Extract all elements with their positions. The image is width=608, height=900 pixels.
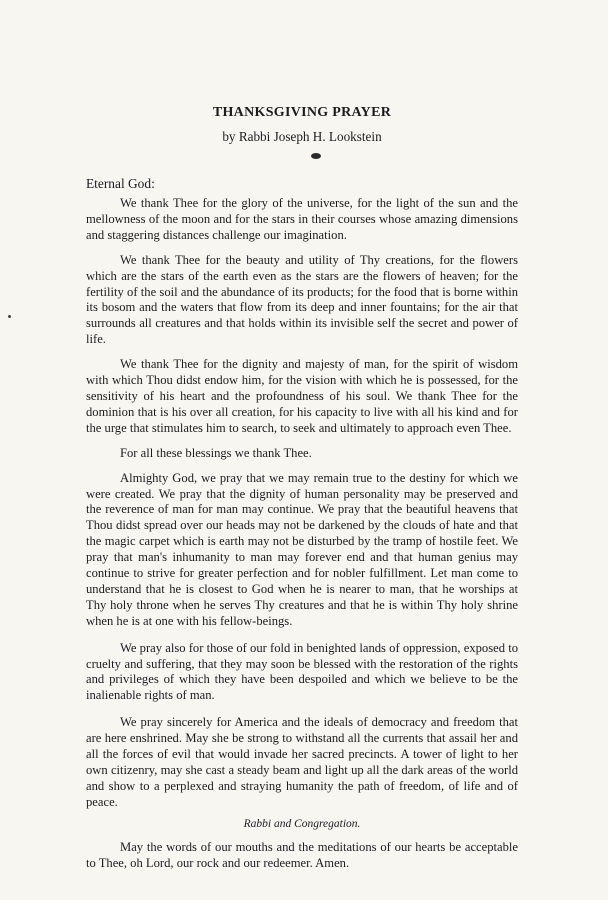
paragraph-destiny: Almighty God, we pray that we may remain true to the destiny for which we were created. We pray that the dignity of human personality may be preserved and the reverence of man for man may continue. We pray that the beautiful heavens that Thou didst spread over our heads may not be darkened by the clouds of hate and that the magic carpet which is earth may not be disturbed by the tramp of hostile feet. We pray that man's inhumanity to man may forever end and that human genius may continue to strive for greater perfection and for nobler fulfillment. Let man come to understand that he is closest to God when he is nearer to man, that he worships at Thy holy throne when he serves Thy creatures and that he is within Thy holy shrine when he is at one with his fellow-beings. <box>86 470 518 628</box>
paragraph-creations: We thank Thee for the beauty and utility of Thy creations, for the flowers which are the stars of the earth even as the stars are the flowers of heaven; for the fertility of the soil and the abundance of its products; for the food that is borne within its bosom and the waters that flow from its deep and inner fountains; for the air that surrounds all creatures and that holds within its invisible self the secret and power of life. <box>86 252 518 347</box>
salutation: Eternal God: <box>86 176 155 191</box>
paragraph-universe: We thank Thee for the glory of the universe, for the light of the sun and the mellowness of the moon and for the stars in their courses whose amazing dimensions and staggering distances challenge our imagination. <box>86 196 518 242</box>
prayer-page <box>86 104 518 872</box>
scan-speck <box>8 315 11 318</box>
prayer-title: THANKSGIVING PRAYER <box>212 105 392 120</box>
author-byline: by Rabbi Joseph H. Lookstein <box>222 129 382 144</box>
paragraph-oppression: We pray also for those of our fold in benighted lands of oppression, exposed to cruelty and suffering, that they may soon be blessed with the restoration of the rights and privileges of which they have been despoiled and which we believe to be the inalienable rights of man. <box>86 640 518 703</box>
paragraph-man: We thank Thee for the dignity and majesty of man, for the spirit of wisdom with which Thou didst endow him, for the vision with which he is possessed, for the sensitivity of his heart and the profoundness of his soul. We thank Thee for the dominion that is his over all creation, for his capacity to live with all his kind and for the urge that stimulates him to search, to seek and ultimately to approach even Thee. <box>86 357 518 435</box>
response-label: Rabbi and Congregation. <box>243 817 361 830</box>
paragraph-america: We pray sincerely for America and the ideals of democracy and freedom that are here enshrined. May she be strong to withstand all the currents that assail her and all the forces of evil that would invade her sacred precincts. A tower of light to her own citizenry, may she cast a steady beam and light up all the dark areas of the world and show to a perplexed and straying humanity the path of freedom, of life and of peace. <box>86 715 518 809</box>
ornament-icon <box>86 148 518 162</box>
paragraph-blessings: For all these blessings we thank Thee. <box>120 445 312 460</box>
closing-paragraph: May the words of our mouths and the meditations of our hearts be acceptable to Thee, oh Lord, our rock and our redeemer. Amen. <box>86 839 518 870</box>
